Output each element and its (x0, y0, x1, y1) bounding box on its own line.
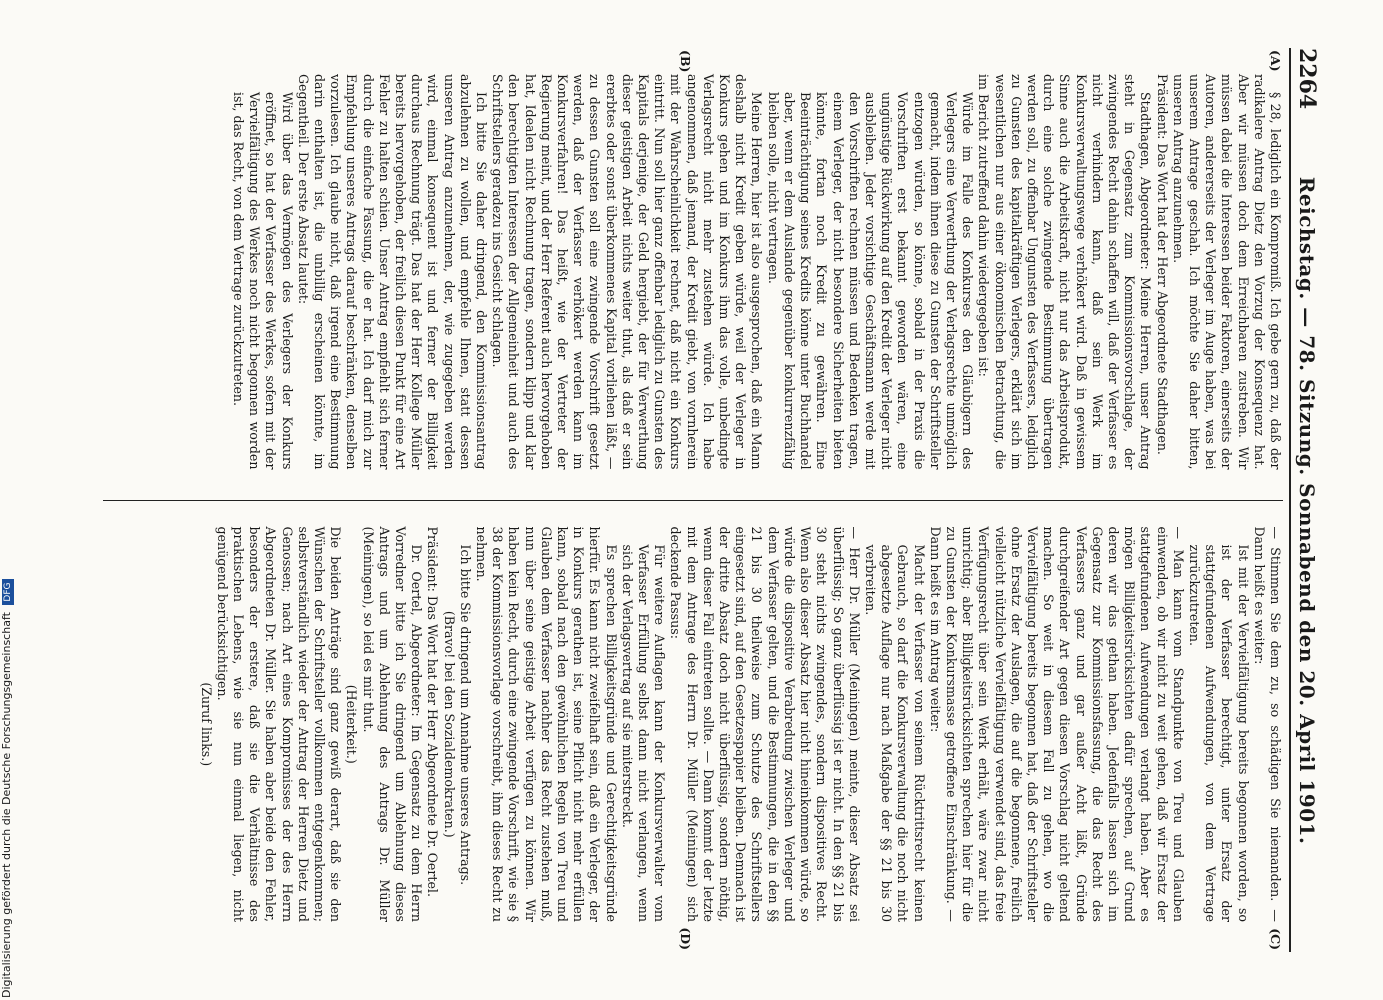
paragraph: Meine Herren, hier ist also ausgesprochen, daß ein Mann deshalb nicht Kredit geben würde, weil der Verleger in Konkurs gehen und im Konkurs ihm das volle, unbedingte Verlagsrecht nicht mehr zustehen würde. Ich habe angenommen, daß jemand, der Kredit giebt, von vornherein mit der Wahrscheinlichkeit rechnet, daß nicht ein Konkurs eintritt. Nun soll hier ganz offenbar lediglich zu Gunsten des Kapitals derjenige, der Geld hergiebt, der für Verwerthung dieser geistigen Arbeit nichts weiter thut, als daß er sein ererbtes oder sonst überkommenes Kapital vorliehen läßt, — zu dessen Gunsten soll eine zwingende Vorschrift gesetzt werden, daß der Verfasser verhökert werden kann im Konkursverfahren! Das heißt, wie der Vertreter der Regierung meint, und der Herr Referent auch hervorgehoben hat, Idealen nicht Rechnung tragen, sondern klipp und klar den berechtigten Interessen der Allgemeinheit und auch des Schriftstellers geradezu ins Gesicht schlagen. (490, 74, 765, 470)
dfg-logo: DFG (2, 579, 14, 604)
page-number: 2264 (1294, 48, 1320, 110)
digitization-footer (0, 579, 14, 998)
two-column-body (103, 48, 1283, 952)
paragraph: Dr. Oertel, Abgeordneter: Im Gegensatz zu dem Herrn Vorredner bitte ich Sie dringend um Ablehnung dieses Antrags und um Ablehnung des Antrags Dr. Müller (Meiningen), so leid es mir thut. (360, 526, 425, 922)
paragraph: § 28, lediglich ein Kompromiß. Ich gebe gern zu, daß der radikalere Antrag Dietz den Vorzug der Konsequenz hat. Aber wir müssen doch dem Erreichbaren zustreben. Wir müssen dabei die Interessen beider Faktoren, einerseits der Autoren, andererseits der Verleger im Auge haben, was bei unserem Antrage geschah. Ich möchte Sie daher bitten, unseren Antrag anzunehmen. (1170, 74, 1283, 470)
rotated-page (56, 30, 1326, 970)
paragraph: Wird über das Vermögen des Verlegers der Konkurs eröffnet, so hat der Verfasser des Werkes, sofern mit der Vervielfältigung des Werkes noch nicht begonnen worden ist, das Recht, von dem Vertrage zurückzutreten. (231, 92, 295, 470)
footer-text: Digitalisierung gefördert durch die Deutsche Forschungsgemeinschaft (0, 612, 13, 998)
paragraph: Würde im Falle des Konkurses den Gläubigern des Verlegers eine Verwerthung der Verlagsrechte unmöglich gemacht, indem ihnen diese zu Gunsten der Schriftsteller entzogen würden, so könne, sobald in der Praxis die Vorschriften erst bekannt geworden wären, eine ungünstige Rückwirkung auf den Kredit der Verleger nicht ausbleiben. Jeder vorsichtige Geschäftsmann werde mit den Vorschriften rechnen müssen und Bedenken tragen, einem Verleger, der nicht besondere Sicherheiten bieten könnte, fortan noch Kredit zu gewähren. Eine Beeinträchtigung seines Kredits könne unter Buchhandel aber, wenn er dem Auslande gegenüber konkurrenzfähig bleiben solle, nicht vertragen. (765, 92, 976, 470)
running-head: Reichstag. — 78. Sitzung. Sonnabend den 20. April 1901. (1295, 176, 1319, 845)
paragraph: Präsident: Das Wort hat der Herr Abgeordnete Stadthagen. (1154, 74, 1170, 455)
paragraph: Stadthagen, Abgeordneter: Meine Herren, unser Antrag steht in Gegensatz zum Kommissionsvorschlage, der zwingendes Recht dahin schaffen will, daß der Verfasser es nicht verhindern kann, daß sein Werk im Konkursverwaltungswege verhökert wird. Daß in gewissem Sinne auch die Arbeitskraft, nicht nur das Arbeitsprodukt, durch eine solche zwingende Bestimmung übertragen werden soll, zu offenbar Ungunsten des Verfassers, lediglich zu Gunsten des kapitalkräftigen Verlegers, erklärt sich im wesentlichen nur aus einer ökonomischen Betrachtung, die im Bericht zutreffend dahin wiedergegeben ist: (976, 74, 1154, 470)
paragraph: (Bravo! bei den Sozialdemokraten.) (441, 610, 457, 838)
paragraph: Ich bitte Sie daher dringend, den Kommissionsantrag abzulehnen zu wollen, und empfehle Ihnen, statt dessen unseren Antrag anzunehmen, der, wie zugegeben werden wird, einmal konsequent ist und ferner der Billigkeit durchaus Rechnung trägt. Das hat der Herr Kollege Müller bereits hervorgehoben, der freilich diesen Punkt für eine Art Fehler zu halten schien. Unser Antrag empfiehlt sich ferner durch die einfache Fassung, die er hat. Ich darf mich zur Empfehlung unseres Antrags darauf beschränken, denselben vorzulesen. Ich glaube nicht, daß irgend eine Bestimmung darin enthalten ist, die unbillig erscheinen könnte, im Gegentheil. Der erste Absatz lautet: (295, 74, 490, 470)
margin-marker-c: (C) (1268, 928, 1283, 950)
paragraph: — Stimmen Sie dem zu, so schädigen Sie niemanden. — Dann heißt es weiter: (1251, 526, 1283, 922)
paragraph: Die beiden Anträge sind ganz gewiß derart, daß sie den Wünschen der Schriftsteller vollkommen entgegenkommen; selbstverständlich wieder der Antrag der Herren Dietz und Genossen; nach Art eines Kompromisses der des Herrn Abgeordneten Dr. Müller. Sie haben aber beide den Fehler, besonders der erstere, daß sie die Verhältnisse des praktischen Lebens, wie sie nun einmal liegen, nicht genügend berücksichtigen. (214, 526, 344, 922)
margin-marker-b: (B) (678, 50, 693, 73)
margin-marker-a: (A) (1268, 50, 1283, 72)
paragraph: Ich bitte Sie dringend um Annahme unseres Antrags. (457, 544, 473, 886)
paragraph: Für weitere Auflagen kann der Konkursverwalter vom Verfasser Erfüllung selbst dann nicht verlangen, wenn sich der Verlagsvertrag auf sie miterstreckt. (619, 544, 668, 922)
left-column (103, 48, 1283, 500)
paragraph: Macht der Verfasser von seinem Rücktrittsrecht keinen Gebrauch, so darf die Konkursverwaltung die noch nicht abgesetzte Auflage nur nach Maßgabe der §§ 21 bis 30 verbreiten. (862, 544, 927, 922)
paragraph: Es sprechen Billigkeitsgründe und Gerechtigkeitsgründe hierfür. Es kann nicht zweifelhaft sein, daß ein Verleger, der in Konkurs gerathen ist, seine Pflicht nicht mehr erfüllen kann, sobald nach den gewöhnlichen Regeln von Treu und Glauben dem Verfasser nachher das Recht zustehen muß, nun über seine geistige Arbeit verfügen zu können. Wir haben kein Recht, durch eine zwingende Vorschrift, wie sie § 38 der Kommissionsvorlage vorschreibt, ihm dieses Recht zu nehmen. (474, 526, 619, 922)
paragraph: — Man kann vom Standpunkte von Treu und Glauben einwenden, ob wir nicht zu weit gehen, daß wir Ersatz der stattgefundenen Aufwendungen verlangt haben. Aber es mögen Billigkeitsrücksichten dafür sprechen, auf Grund deren wir das gethan haben. Jedenfalls lassen sich im Gegensatz zur Kommissionsfassung, die das Recht des Verfassers ganz und gar außer Acht läßt, Gründe durchgreifender Art gegen diesen Vorschlag nicht geltend machen. So weit in diesem Fall zu gehen, wo die Vervielfältigung bereits begonnen hat, daß der Schriftsteller ohne Ersatz der Auslagen, die auf die begonnene, freilich vielleicht nützliche Vervielfältigung verwendet sind, das freie Verfügungsrecht über sein Werk erhält, wäre zwar nicht unrichtig; aber Billigkeitsrücksichten sprechen hier für die zu Gunsten der Konkursmasse getroffene Einschränkung. — Dann heißt es im Antrag weiter: (927, 526, 1186, 922)
margin-marker-d: (D) (678, 927, 693, 950)
paragraph: — Herr Dr. Müller (Meiningen) meinte, dieser Absatz sei überflüssig; So ganz überflüssig ist er nicht. In den §§ 21 bis 30 steht nichts zwingendes, sondern dispositives Recht. Wenn also dieser Absatz hier nicht hineinkommen würde, so würde die dispositive Verabredung zwischen Verleger und dem Verfasser gelten, und die Bestimmungen, die in den §§ 21 bis 30 theilweise zum Schutze des Schriftstellers eingesetzt sind, auf den Gesetzespapier bleiben. Demnach ist der dritte Absatz doch nicht überflüssig, sondern nöthig, wenn dieser Fall eintreten sollte. — Dann kommt der letzte mit dem Antrage des Herrn Dr. Müller (Meiningen) sich deckende Passus: (668, 526, 862, 922)
paragraph: Ist mit der Vervielfältigung bereits begonnen worden, so ist der Verfasser berechtigt, unter Ersatz der stattgefundenen Aufwendungen, von dem Vertrage zurückzutreten. (1186, 544, 1251, 922)
right-column (103, 501, 1283, 953)
paragraph: (Zuruf links.) (198, 682, 214, 767)
page-header (1289, 48, 1320, 952)
paragraph: Präsident: Das Wort hat der Herr Abgeordnete Dr. Oertel. (425, 526, 441, 897)
paragraph: (Heiterkeit.) (344, 684, 360, 764)
